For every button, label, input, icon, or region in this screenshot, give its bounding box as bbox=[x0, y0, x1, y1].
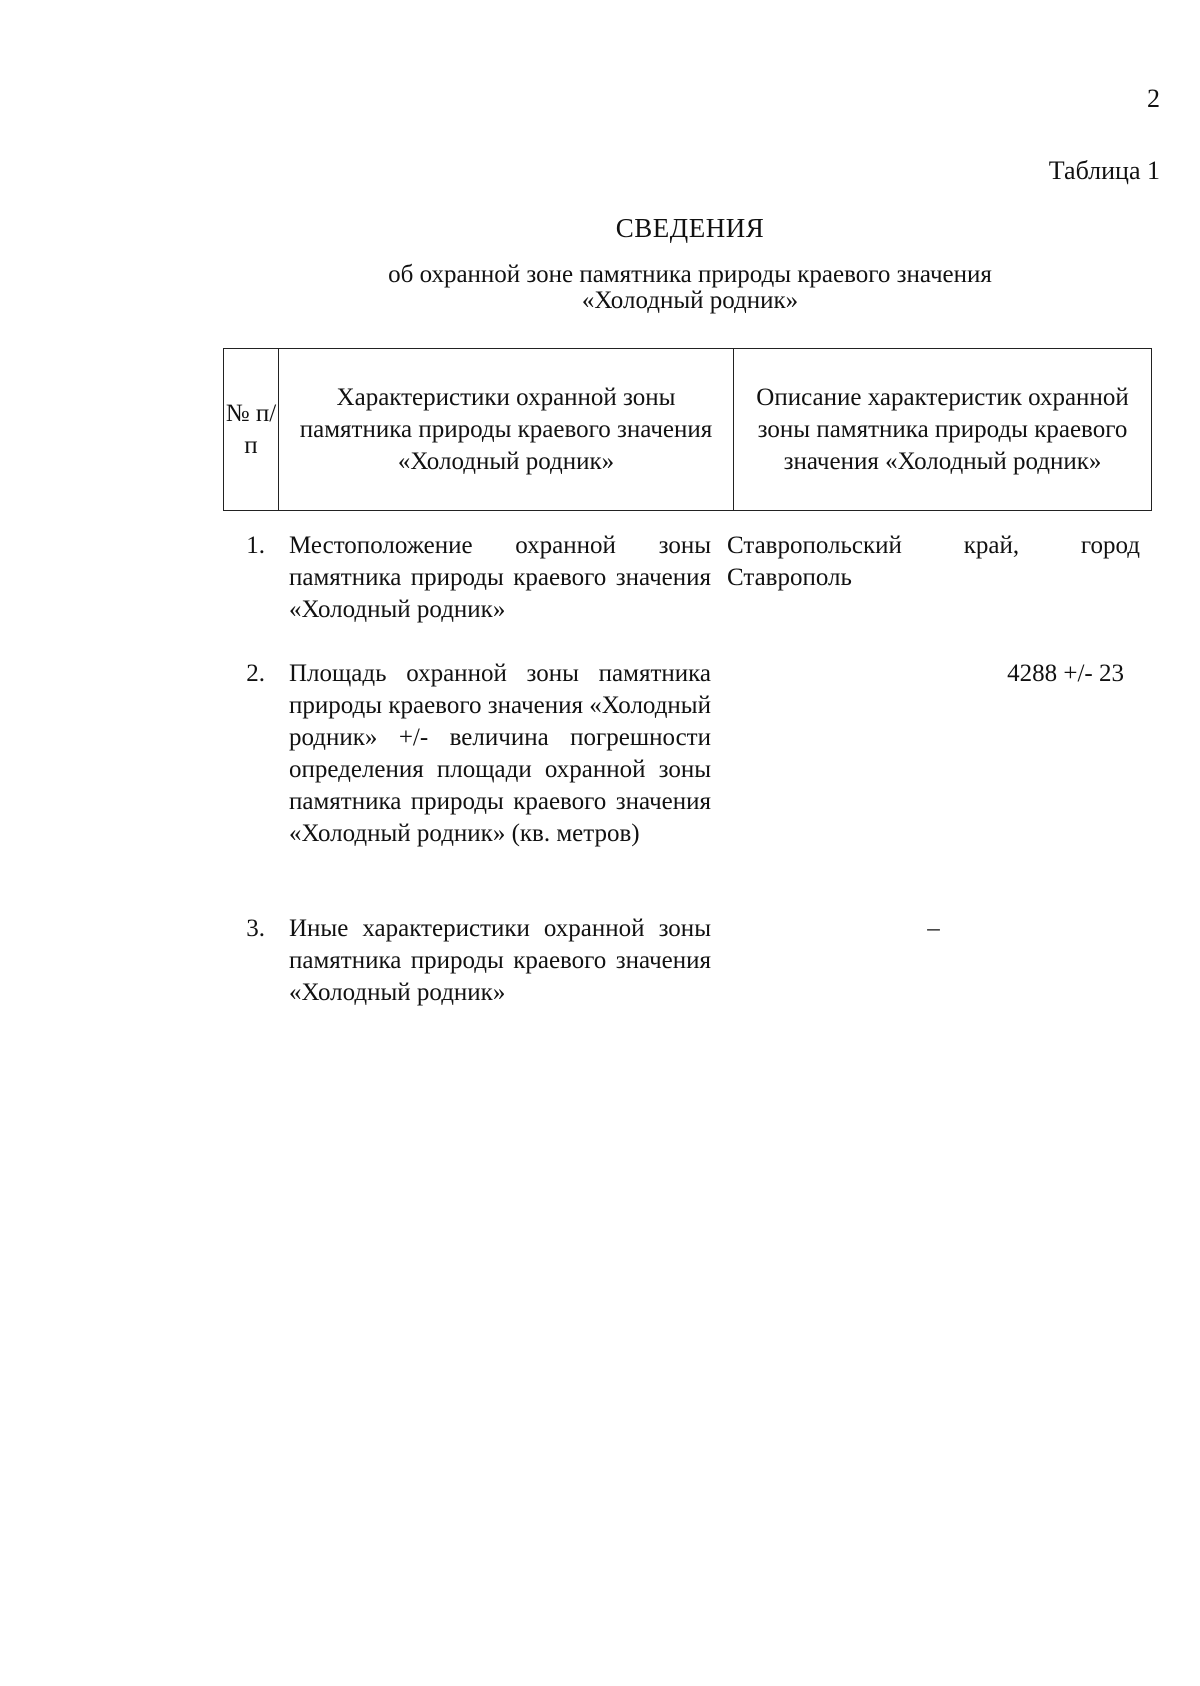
row-characteristic: Площадь охранной зоны памятника природы краевого значения «Холодный родник» +/- величина погрешности определения площади охранной зоны памятника природы краевого значения «Холодный родник» (кв. метров) bbox=[289, 660, 711, 847]
document-title: СВЕДЕНИЯ bbox=[615, 213, 765, 243]
table-row bbox=[223, 530, 1152, 658]
row-number: 3. bbox=[246, 915, 265, 942]
subtitle-line-2: «Холодный родник» bbox=[581, 287, 799, 314]
header-characteristic: Характеристики охранной зоны памятника природы краевого значения «Холодный родник» bbox=[279, 349, 734, 511]
table-row bbox=[223, 658, 1152, 913]
row-number: 2. bbox=[246, 660, 265, 687]
header-description: Описание характеристик охранной зоны памятника природы краевого значения «Холодный родник» bbox=[734, 349, 1152, 511]
row-number: 1. bbox=[246, 532, 265, 559]
page-number: 2 bbox=[1147, 84, 1160, 113]
table-row bbox=[223, 913, 1152, 1009]
table-label: Таблица 1 bbox=[1048, 156, 1160, 185]
document-subtitle bbox=[300, 262, 1080, 314]
row-characteristic: Местоположение охранной зоны памятника природы краевого значения «Холодный родник» bbox=[289, 532, 711, 623]
row-description: 4288 +/- 23 bbox=[1007, 660, 1124, 687]
row-characteristic: Иные характеристики охранной зоны памятника природы краевого значения «Холодный родник» bbox=[289, 915, 711, 1006]
table-header bbox=[223, 348, 1152, 511]
row-description: Ставропольский край, город Ставрополь bbox=[727, 532, 1140, 591]
table-body bbox=[223, 530, 1152, 1009]
header-num: № п/п bbox=[224, 349, 279, 511]
row-description: – bbox=[927, 915, 940, 942]
subtitle-line-1: об охранной зоне памятника природы краевого значения bbox=[388, 261, 992, 288]
table-header-row bbox=[224, 349, 1152, 511]
